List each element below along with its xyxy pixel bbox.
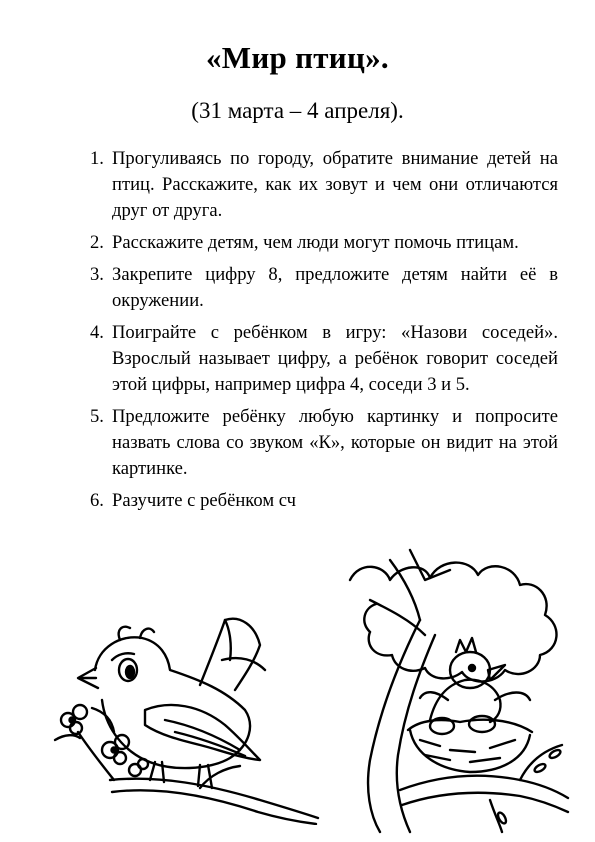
date-range: (31 марта – 4 апреля). (191, 98, 404, 123)
list-item (90, 262, 558, 314)
item-text: Прогуливаясь по городу, обратите внимание детей на птиц. Расскажите, как их зовут и чем они отличаются друг от друга. (112, 148, 558, 221)
item-number: 6. (90, 490, 104, 511)
item-text: Поиграйте с ребёнком в игру: «Назови соседей». Взрослый называет цифру, а ребёнок говорит соседей этой цифры, например цифра 4, соседи 3 и 5. (112, 322, 558, 395)
item-number: 5. (90, 406, 104, 427)
list-item (90, 146, 558, 224)
item-text: Предложите ребёнку любую картинку и попросите назвать слова со звуком «К», которые он видит на этой картинке. (112, 406, 558, 479)
item-text: Закрепите цифру 8, предложите детям найти её в окружении. (112, 264, 558, 311)
list-item (90, 404, 558, 482)
item-number: 3. (90, 264, 104, 285)
item-number: 4. (90, 322, 104, 343)
item-text: Разучите с ребёнком сч (112, 490, 296, 511)
item-text: Расскажите детям, чем люди могут помочь птицам. (112, 232, 519, 253)
list-item (90, 488, 328, 514)
item-number: 2. (90, 232, 104, 253)
list-item (90, 320, 558, 398)
bird-on-branch-illustration (50, 600, 320, 825)
list-item (90, 230, 558, 256)
task-list (90, 146, 558, 514)
page-title: «Мир птиц». (206, 40, 389, 75)
tree-nest-chick-illustration (330, 540, 570, 835)
item-number: 1. (90, 148, 104, 169)
